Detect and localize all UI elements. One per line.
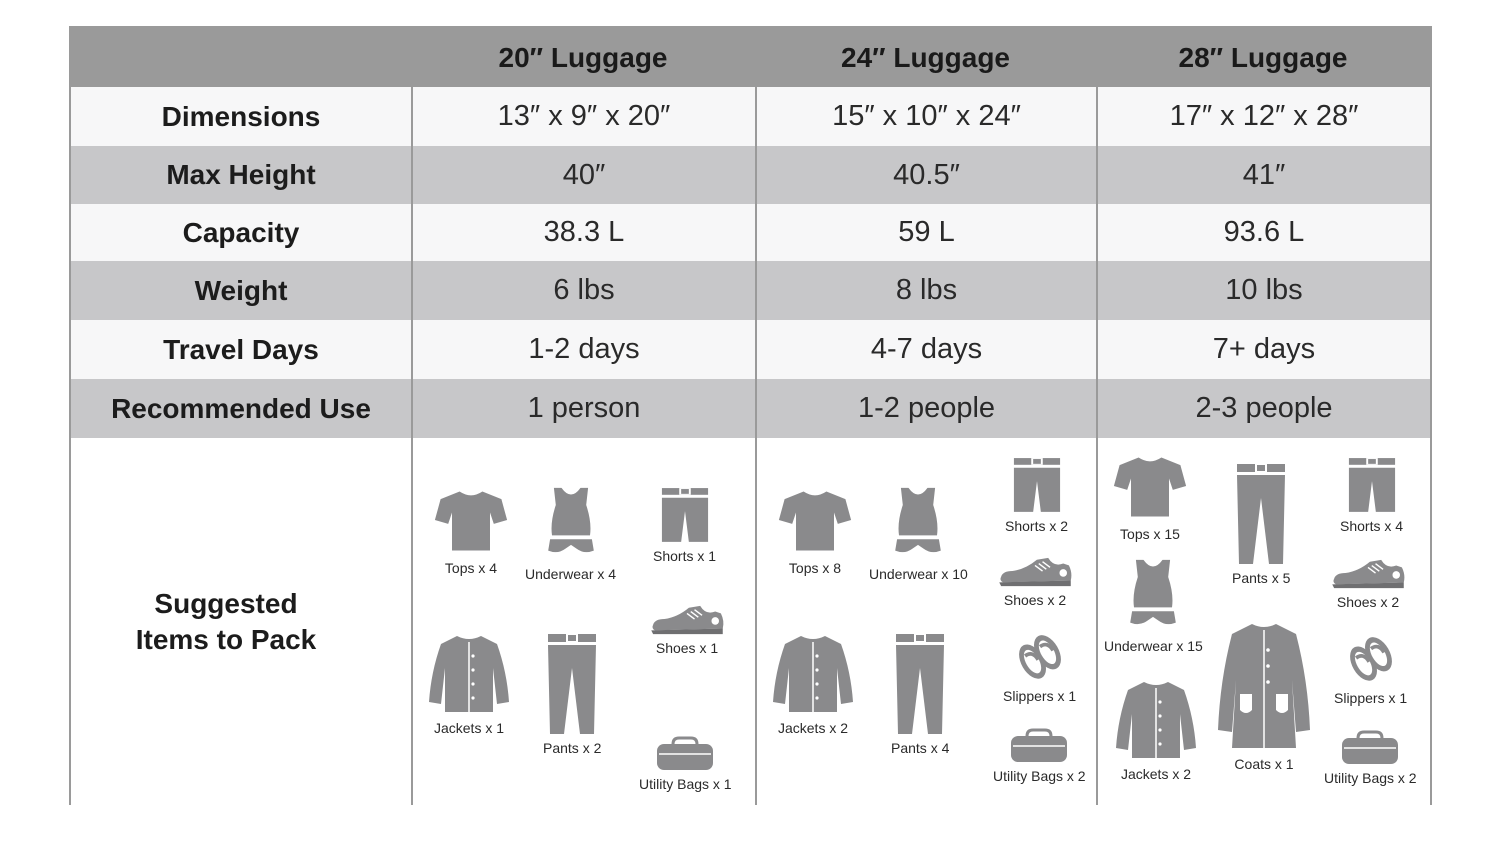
item-tops (433, 486, 509, 576)
item-shoes (1330, 558, 1406, 610)
row-label: Max Height (166, 159, 316, 190)
items-panel-20 (411, 438, 755, 805)
header-28-luggage: 28″ Luggage (1178, 41, 1348, 73)
shoe-icon (649, 604, 725, 636)
cell-28: 93.6 L (1096, 204, 1430, 261)
item-shoes (997, 556, 1073, 608)
pants-icon (894, 632, 946, 736)
item-slippers (1003, 628, 1076, 704)
item-label: Pants x 5 (1232, 570, 1291, 586)
underwear-icon (543, 486, 599, 562)
item-coats (1216, 620, 1312, 772)
pants-icon (546, 632, 598, 736)
item-label: Shorts x 1 (653, 548, 717, 564)
item-underwear (525, 486, 616, 582)
item-utility-bags (993, 728, 1086, 784)
row-label: Dimensions (161, 100, 321, 132)
jacket-icon (427, 632, 511, 716)
item-jackets (1114, 678, 1198, 782)
row-label: Capacity (182, 216, 300, 248)
cell-28: 2-3 people (1096, 379, 1430, 438)
item-label: Jackets x 2 (1120, 766, 1192, 782)
item-label: Utility Bags x 1 (639, 776, 732, 792)
cell-28: 10 lbs (1096, 261, 1430, 320)
item-jackets (771, 632, 855, 736)
jacket-icon (1114, 678, 1198, 762)
item-label: Shoes x 2 (1336, 594, 1400, 610)
item-pants (543, 632, 601, 756)
suggested-items-label (71, 438, 411, 805)
item-label: Shorts x 4 (1340, 518, 1404, 534)
item-label: Utility Bags x 2 (993, 768, 1086, 784)
cell-24: 4-7 days (755, 320, 1096, 379)
item-label: Tops x 8 (788, 560, 842, 576)
item-tops (777, 486, 853, 576)
cell-24: 15″ x 10″ x 24″ (755, 87, 1096, 146)
shorts-icon (1012, 456, 1062, 514)
item-jackets (427, 632, 511, 736)
row-weight (71, 261, 1430, 320)
bag-icon (655, 736, 715, 772)
cell-24: 1-2 people (755, 379, 1096, 438)
row-capacity (71, 204, 1430, 261)
item-underwear (869, 486, 968, 582)
items-panel-28 (1096, 438, 1430, 805)
row-max-height (71, 146, 1430, 204)
header-row (71, 28, 1430, 87)
item-shoes (649, 604, 725, 656)
row-label: Recommended Use (111, 392, 371, 424)
item-label: Jackets x 1 (433, 720, 505, 736)
jacket-icon (771, 632, 855, 716)
row-travel-days (71, 320, 1430, 379)
slippers-icon (1012, 628, 1068, 684)
item-shorts (1005, 456, 1068, 534)
cell-24: 59 L (755, 204, 1096, 261)
cell-20: 40″ (411, 146, 755, 204)
label-line-2: Items to Pack (135, 623, 317, 655)
item-shorts (653, 486, 716, 564)
item-utility-bags (639, 736, 732, 792)
cell-20: 38.3 L (411, 204, 755, 261)
shirt-icon (777, 486, 853, 556)
item-label: Tops x 4 (444, 560, 498, 576)
shorts-icon (1347, 456, 1397, 514)
label-line-1: Suggested (154, 587, 298, 619)
cell-20: 1 person (411, 379, 755, 438)
row-dimensions (71, 87, 1430, 146)
cell-20: 6 lbs (411, 261, 755, 320)
item-slippers (1334, 630, 1407, 706)
row-label: Weight (194, 274, 288, 306)
cell-28: 17″ x 12″ x 28″ (1096, 87, 1430, 146)
header-24-luggage: 24″ Luggage (841, 41, 1010, 73)
shoe-icon (1330, 558, 1406, 590)
underwear-icon (1125, 558, 1181, 634)
shorts-icon (660, 486, 710, 544)
shoe-icon (997, 556, 1073, 588)
pants-icon (1235, 462, 1287, 566)
shirt-icon (433, 486, 509, 556)
underwear-icon (890, 486, 946, 562)
item-shorts (1340, 456, 1403, 534)
coat-icon (1216, 620, 1312, 752)
items-panel-24 (755, 438, 1096, 805)
item-label: Underwear x 15 (1104, 638, 1203, 654)
item-label: Shorts x 2 (1005, 518, 1069, 534)
item-label: Underwear x 10 (869, 566, 968, 582)
item-label: Jackets x 2 (777, 720, 849, 736)
cell-20: 13″ x 9″ x 20″ (411, 87, 755, 146)
cell-24: 40.5″ (755, 146, 1096, 204)
cell-24: 8 lbs (755, 261, 1096, 320)
item-label: Utility Bags x 2 (1324, 770, 1417, 786)
bag-icon (1009, 728, 1069, 764)
item-label: Underwear x 4 (525, 566, 617, 582)
row-label: Travel Days (163, 333, 319, 365)
header-20-luggage: 20″ Luggage (498, 41, 668, 73)
luggage-comparison-table (69, 26, 1432, 805)
row-recommended-use (71, 379, 1430, 438)
item-label: Pants x 2 (543, 740, 602, 756)
item-label: Pants x 4 (891, 740, 950, 756)
slippers-icon (1343, 630, 1399, 686)
item-pants (891, 632, 949, 756)
bag-icon (1340, 730, 1400, 766)
item-label: Slippers x 1 (1003, 688, 1077, 704)
item-label: Slippers x 1 (1334, 690, 1408, 706)
header-empty-cell (71, 28, 411, 87)
cell-20: 1-2 days (411, 320, 755, 379)
item-label: Coats x 1 (1234, 756, 1294, 772)
item-label: Shoes x 1 (655, 640, 719, 656)
row-suggested-items (71, 438, 1430, 805)
item-utility-bags (1324, 730, 1417, 786)
item-underwear (1104, 558, 1203, 654)
shirt-icon (1112, 452, 1188, 522)
item-tops (1112, 452, 1188, 542)
item-label: Shoes x 2 (1003, 592, 1067, 608)
cell-28: 7+ days (1096, 320, 1430, 379)
cell-28: 41″ (1096, 146, 1430, 204)
item-pants (1232, 462, 1290, 586)
item-label: Tops x 15 (1120, 526, 1180, 542)
